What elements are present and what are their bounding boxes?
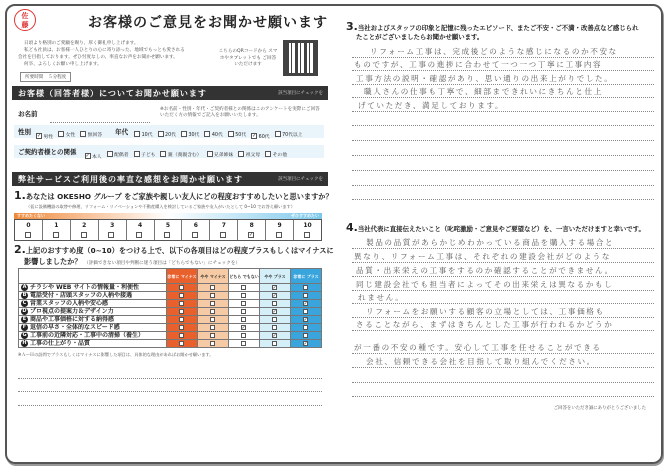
rating-cell[interactable] <box>167 308 198 316</box>
column-header: やや マイナス <box>198 269 229 284</box>
option-label: その他 <box>272 152 288 158</box>
q2-note: ※Ａ～Ｈの設問でプラスもしくはマイナスに影響した項目は、具体的な理由があればお聞かせ願います。 <box>18 352 214 357</box>
answer-line[interactable] <box>352 262 654 263</box>
checkbox[interactable] <box>179 309 185 315</box>
q2-text: 上記のおすすめ度（0~10）をつける上で、以下の各項目はどの程度プラスもしくはマイナスに <box>25 246 334 255</box>
checkbox[interactable] <box>210 301 216 307</box>
checkbox[interactable] <box>303 309 309 315</box>
answer-line[interactable] <box>352 57 654 58</box>
rating-table <box>18 268 322 348</box>
section-note: 該当項目にチェックを <box>278 177 323 182</box>
item-key-badge: B <box>22 292 27 298</box>
rating-cell[interactable] <box>167 292 198 300</box>
answer-line[interactable] <box>352 170 654 171</box>
checkbox[interactable] <box>275 131 281 137</box>
q1-number: 1. <box>14 189 26 202</box>
scale-option-8[interactable] <box>238 220 266 240</box>
item-key-badge: E <box>22 316 27 322</box>
option-label: 女性 <box>65 132 76 138</box>
section-title: お客様（回答者様）についてお聞かせ願います <box>18 89 207 98</box>
scale-number: 5 <box>165 222 171 229</box>
option-relations[interactable] <box>160 151 201 158</box>
option-label: 10代 <box>141 132 153 138</box>
rating-cell[interactable] <box>167 332 198 340</box>
gender-age-row <box>14 125 324 138</box>
rating-cell[interactable] <box>260 300 291 308</box>
rating-cell[interactable] <box>291 340 322 348</box>
intro-line: 会社を目指しております。ぜひ忖度なしの、率直なお声をお聞かせ願います。 <box>18 55 178 60</box>
checkbox[interactable] <box>107 151 113 157</box>
q2-sub: （評価できない項目や判断に迷う項目は「どちらでもない」にチェックを） <box>84 261 241 266</box>
checkbox[interactable] <box>228 131 234 137</box>
option-label: 70代以上 <box>282 132 303 138</box>
checked-checkbox[interactable]: ✓ <box>37 133 42 139</box>
checkbox[interactable] <box>241 293 247 299</box>
handwritten-text: 同じ建設会社でも担当者によってその出来栄えは異なるかもし <box>356 280 614 289</box>
answer-line[interactable] <box>352 396 654 397</box>
column-header: やや プラス <box>260 269 291 284</box>
checkbox[interactable] <box>210 309 216 315</box>
checkbox[interactable] <box>81 232 87 238</box>
rating-cell[interactable] <box>291 308 322 316</box>
checked-checkbox[interactable]: ✓ <box>248 231 254 238</box>
rating-cell[interactable] <box>167 316 198 324</box>
option-relations[interactable] <box>85 153 102 160</box>
handwritten-text: リフォーム工事は、完成後どのような感じになるのか不安な <box>370 47 618 56</box>
rating-cell[interactable] <box>260 316 291 324</box>
option-relations[interactable] <box>207 151 234 158</box>
scale-number: 8 <box>249 222 254 229</box>
handwritten-text: さることながら、まずはきちんとした工事が行われるかどうか <box>356 320 614 329</box>
scale-option-0[interactable] <box>15 220 43 240</box>
checkbox[interactable] <box>160 151 166 157</box>
item-label <box>19 316 167 324</box>
rating-cell[interactable] <box>229 308 260 316</box>
handwritten-text: れません。 <box>358 293 405 302</box>
column-header: どちら でもない <box>229 269 260 284</box>
relation-options <box>85 142 293 161</box>
checkbox[interactable] <box>241 333 247 339</box>
item-text: 電話受付・店頭スタッフの人柄や接遇 <box>30 292 133 299</box>
relation-row <box>14 145 324 158</box>
checked-checkbox[interactable]: ✓ <box>272 284 277 291</box>
scale-number: 1 <box>54 222 59 229</box>
rating-cell[interactable] <box>260 284 291 292</box>
rating-cell[interactable] <box>291 332 322 340</box>
qr-code[interactable] <box>283 40 318 76</box>
checkbox[interactable] <box>108 232 114 238</box>
item-label <box>19 300 167 308</box>
q1-text: あなたは OKESHO グループ をご家族や親しい友人にどの程度おすすめしたいと思いますか？ <box>25 192 333 201</box>
checkbox[interactable] <box>272 325 278 331</box>
rating-cell[interactable] <box>291 316 322 324</box>
checkbox[interactable] <box>272 341 278 347</box>
answer-line[interactable] <box>352 317 654 318</box>
rating-cell[interactable] <box>291 284 322 292</box>
checkbox[interactable] <box>303 285 309 291</box>
scale-number: 9 <box>277 222 282 229</box>
option-relations[interactable] <box>107 151 129 158</box>
q4-text: 当社代表に直接伝えたいこと（叱咤激励・ご意見やご要望など）を、一言いただけますと幸いです。 <box>357 225 645 233</box>
answer-line[interactable] <box>352 248 654 249</box>
checkbox[interactable] <box>304 232 310 238</box>
q4-question <box>346 222 645 235</box>
thanks-text: ご回答をいただき誠にありがとうございました <box>553 406 646 411</box>
checkbox[interactable] <box>241 317 247 323</box>
option-label: 配偶者 <box>114 152 129 158</box>
table-row <box>19 332 322 340</box>
option-ages[interactable] <box>228 131 246 138</box>
checkbox[interactable] <box>25 232 31 238</box>
time-required: 所要時間 ５分程度 <box>20 72 71 82</box>
q2-text2: 影響しましたか？ <box>24 257 82 266</box>
rating-cell[interactable] <box>229 324 260 332</box>
checkbox[interactable] <box>179 285 185 291</box>
checkbox[interactable] <box>179 333 185 339</box>
checkbox[interactable] <box>303 333 309 339</box>
section-note: 該当項目にチェックを <box>278 91 323 96</box>
checkbox[interactable] <box>136 232 142 238</box>
checkbox[interactable] <box>192 232 198 238</box>
handwritten-text: 品質・出来栄えの工事をするのか確認することができません。 <box>356 266 614 275</box>
handwritten-text: 会社、信頼できる会社を目指して取り組んでください。 <box>366 357 596 366</box>
rating-cell[interactable] <box>229 284 260 292</box>
answer-line[interactable] <box>352 303 654 304</box>
handwritten-text: ものですが、工事の進捗に合わせて一つ一つ丁寧に工事内容 <box>354 60 603 69</box>
name-note: ※お名前・性別・年代・ご契約者様との関係はこのアンケートを実際にご回答いただく方の情報でご記入をお願いいたします。 <box>160 107 320 118</box>
scale-option-5[interactable] <box>155 220 183 240</box>
handwritten-text: リフォームをお願いする顧客の立場としては、工事価格も <box>366 307 605 316</box>
handwritten-text: 異なり、リフォーム工事は、それぞれの建設会社がどのような <box>354 252 612 261</box>
checkbox[interactable] <box>210 293 216 299</box>
scale-low-label: すすめたくない <box>17 213 46 218</box>
checkbox[interactable] <box>179 301 185 307</box>
scale-option-6[interactable] <box>182 220 210 240</box>
checkbox[interactable] <box>241 301 247 307</box>
option-label: 無回答 <box>87 132 103 138</box>
answer-line[interactable] <box>352 290 654 291</box>
item-text: 工事前の近隣対応・工事中の清掃（養生） <box>30 332 145 339</box>
item-label <box>19 308 167 316</box>
q2-number: 2. <box>14 243 26 256</box>
option-ages[interactable] <box>134 131 152 138</box>
checkbox[interactable] <box>210 333 216 339</box>
scale-number: 6 <box>193 222 198 229</box>
checkbox[interactable] <box>179 341 185 347</box>
page-title: お客様のご意見をお聞かせ願います <box>88 15 328 31</box>
checked-checkbox[interactable]: ✓ <box>303 316 308 323</box>
scale-option-7[interactable] <box>210 220 238 240</box>
checkbox[interactable] <box>58 131 64 137</box>
gender-options <box>36 122 107 141</box>
item-text: 返信の早さ・全体的なスピード感 <box>30 324 120 331</box>
item-text: 営業スタッフの人柄や安心感 <box>30 300 109 307</box>
answer-line[interactable] <box>352 84 654 85</box>
handwritten-text: げていただき、満足しております。 <box>358 101 505 110</box>
checked-checkbox[interactable]: ✓ <box>272 332 277 339</box>
answer-line[interactable] <box>352 140 654 141</box>
rating-cell[interactable] <box>198 324 229 332</box>
relation-label: ご契約者様との関係 <box>18 148 77 156</box>
option-relations[interactable] <box>134 151 156 158</box>
checkbox[interactable] <box>179 325 185 331</box>
option-label: 子ども <box>141 152 156 158</box>
checkbox[interactable] <box>272 301 278 307</box>
intro-line: 私ども社員は、お客様一人ひとりの心に寄り添った、地域でもっとも愛される <box>24 48 185 53</box>
section-bar-respondent <box>12 86 328 100</box>
option-ages[interactable] <box>158 131 176 138</box>
rating-cell[interactable] <box>260 340 291 348</box>
intro-line: 何卒、よろしくお願い申し上げます。 <box>24 62 102 67</box>
answer-line[interactable] <box>352 70 654 71</box>
rating-cell[interactable] <box>167 324 198 332</box>
checked-checkbox[interactable]: ✓ <box>272 292 277 299</box>
handwritten-text: が一番の不安の種です。安心して工事を任せることができる <box>354 343 602 352</box>
item-text: 商品や工事価格に対する納得感 <box>30 316 115 323</box>
rating-cell[interactable] <box>198 332 229 340</box>
option-label: 50代 <box>235 132 247 138</box>
answer-line[interactable] <box>352 185 654 186</box>
answer-line[interactable] <box>352 330 654 331</box>
gender-label: 性別 <box>18 128 31 136</box>
table-row <box>19 308 322 316</box>
checked-checkbox[interactable]: ✓ <box>272 308 277 315</box>
checkbox[interactable] <box>210 285 216 291</box>
rating-cell[interactable] <box>291 324 322 332</box>
scale-number: 7 <box>221 222 226 229</box>
option-label: 兄弟姉妹 <box>214 152 234 158</box>
scale-number: 3 <box>110 222 115 229</box>
item-key-badge: D <box>22 308 27 314</box>
checkbox[interactable] <box>204 131 210 137</box>
checkbox[interactable] <box>179 317 185 323</box>
answer-line[interactable] <box>352 276 654 277</box>
scale-number: 4 <box>137 222 143 229</box>
rating-cell[interactable] <box>198 292 229 300</box>
checkbox[interactable] <box>241 341 247 347</box>
intro-line: 日頃より格別のご愛顧を賜り、厚く御礼申し上げます。 <box>24 41 139 46</box>
checkbox[interactable] <box>134 151 140 157</box>
checkbox[interactable] <box>220 232 226 238</box>
option-label: 男性 <box>43 134 54 140</box>
item-text: 工事の仕上がり・品質 <box>30 340 91 347</box>
option-relations[interactable] <box>265 151 287 158</box>
q3-question <box>346 22 638 42</box>
option-ages[interactable] <box>181 131 199 138</box>
section-title: 弊社サービスご利用後の率直な感想をお聞かせ願います <box>18 175 243 184</box>
rating-cell[interactable] <box>260 308 291 316</box>
scale-number: 10 <box>303 222 312 229</box>
option-label: 親（義親含む） <box>167 152 202 158</box>
checkbox[interactable] <box>210 341 216 347</box>
checkbox[interactable] <box>210 325 216 331</box>
handwritten-text: 製品の品質があらかじめわかっている商品を購入する場合と <box>366 238 615 247</box>
intro-text <box>18 40 208 68</box>
table-row <box>19 324 322 332</box>
rating-cell[interactable] <box>229 300 260 308</box>
checkbox[interactable] <box>179 293 185 299</box>
rating-cell[interactable] <box>229 332 260 340</box>
item-key-badge: H <box>22 340 27 346</box>
table-row <box>19 316 322 324</box>
answer-line[interactable] <box>352 155 654 156</box>
qr-text: こちらのQRコードから スマホやタブレットでも ご回答いただけます <box>218 49 278 67</box>
checkbox[interactable] <box>276 232 282 238</box>
answer-line[interactable] <box>352 367 654 368</box>
checkbox[interactable] <box>303 293 309 299</box>
option-ages[interactable] <box>251 133 269 140</box>
table-row <box>19 284 322 292</box>
scale-high-label: ぜひすすめたい <box>290 213 319 218</box>
table-row <box>19 300 322 308</box>
checked-checkbox[interactable]: ✓ <box>303 340 308 347</box>
table-row <box>19 292 322 300</box>
rating-cell[interactable] <box>291 292 322 300</box>
option-label: 60代 <box>258 134 270 140</box>
handwritten-text: 職人さんの仕事も丁寧で、細部まできれいにきちんと仕上 <box>364 87 603 96</box>
checked-checkbox[interactable]: ✓ <box>303 300 308 307</box>
comment-line[interactable] <box>18 378 322 379</box>
checkbox[interactable] <box>164 232 170 238</box>
option-ages[interactable] <box>204 131 222 138</box>
checkbox[interactable] <box>238 151 244 157</box>
section-bar-feedback <box>12 172 328 186</box>
item-label <box>19 292 167 300</box>
rating-cell[interactable] <box>198 300 229 308</box>
checked-checkbox[interactable]: ✓ <box>241 324 246 331</box>
scale-number: 2 <box>82 222 87 229</box>
seal-stamp: 佐 藤 <box>14 9 36 31</box>
q3-text: 当社およびスタッフの印象と記憶に残ったエピソード、またご不安・ご不満・改善点など感じられ <box>357 24 639 32</box>
option-label: 30代 <box>188 132 200 138</box>
checkbox[interactable] <box>134 131 140 137</box>
checkbox[interactable] <box>53 232 59 238</box>
answer-line[interactable] <box>352 353 654 354</box>
item-key-badge: F <box>22 324 27 330</box>
scale-option-10[interactable] <box>294 220 321 240</box>
age-options <box>134 122 307 141</box>
option-gender[interactable] <box>58 131 75 138</box>
item-key-badge: C <box>22 300 27 306</box>
rating-cell[interactable] <box>260 324 291 332</box>
item-key-badge: A <box>22 284 27 290</box>
answer-line[interactable] <box>352 111 654 112</box>
option-label: 祖父母 <box>245 152 261 158</box>
option-ages[interactable] <box>275 131 303 138</box>
recommend-scale <box>14 219 322 241</box>
age-label: 年代 <box>115 128 129 136</box>
scale-option-9[interactable] <box>266 220 294 240</box>
option-label: 20代 <box>165 132 176 138</box>
scale-option-3[interactable] <box>99 220 127 240</box>
q3-number: 3. <box>346 20 358 33</box>
checkbox[interactable] <box>80 131 86 137</box>
q1-sub: （仮に設備機器の取替や修理、リフォーム・リノベーションや不動産購入を検討しているご家族や友人がいたとして 0~10 でお答え願います） <box>26 204 295 209</box>
checked-checkbox[interactable]: ✓ <box>85 153 90 159</box>
option-label: 本人 <box>92 154 102 160</box>
answer-line[interactable] <box>352 125 654 126</box>
rating-cell[interactable] <box>198 340 229 348</box>
answer-line[interactable] <box>352 199 654 200</box>
checkbox[interactable] <box>181 131 187 137</box>
checkbox[interactable] <box>241 309 247 315</box>
rating-cell[interactable] <box>198 308 229 316</box>
item-label <box>19 284 167 292</box>
checkbox[interactable] <box>303 325 309 331</box>
scale-option-4[interactable] <box>127 220 155 240</box>
checkbox[interactable] <box>265 151 271 157</box>
option-gender[interactable] <box>80 131 102 138</box>
table-row <box>19 340 322 348</box>
rating-cell[interactable] <box>291 300 322 308</box>
rating-cell[interactable] <box>229 292 260 300</box>
column-header: 非常に マイナス <box>167 269 198 284</box>
scale-option-2[interactable] <box>71 220 99 240</box>
item-label <box>19 340 167 348</box>
item-text: プロ視点の提案力＆デザイン力 <box>30 308 114 315</box>
q4-number: 4. <box>346 221 358 234</box>
rating-cell[interactable] <box>167 284 198 292</box>
name-label: お名前 <box>18 110 38 118</box>
item-text: チラシや WEB サイトの情報量・利便性 <box>30 284 140 291</box>
q1-question <box>14 190 333 203</box>
checkbox[interactable] <box>207 151 213 157</box>
table-header <box>19 269 322 284</box>
scale-option-1[interactable] <box>43 220 71 240</box>
handwritten-text: 工事方法の説明・確認があり、思い通りの出来上がりでした。 <box>356 74 614 83</box>
item-label <box>19 324 167 332</box>
item-label <box>19 332 167 340</box>
answer-line[interactable] <box>352 382 654 383</box>
answer-line[interactable] <box>352 97 654 98</box>
rating-cell[interactable] <box>167 340 198 348</box>
checkbox[interactable] <box>158 131 164 137</box>
rating-cell[interactable] <box>198 316 229 324</box>
q3-text2: たことがございましたらお聞かせ願います。 <box>356 33 484 41</box>
rating-cell[interactable] <box>229 340 260 348</box>
rating-cell[interactable] <box>167 300 198 308</box>
item-key-badge: G <box>22 332 27 338</box>
rating-cell[interactable] <box>260 332 291 340</box>
option-relations[interactable] <box>238 151 260 158</box>
rating-cell[interactable] <box>260 292 291 300</box>
scale-number: 0 <box>26 222 31 229</box>
option-gender[interactable] <box>36 133 53 140</box>
checkbox[interactable] <box>241 285 247 291</box>
comment-line[interactable] <box>18 391 322 392</box>
q2-question <box>14 244 334 269</box>
checkbox[interactable] <box>210 317 216 323</box>
rating-cell[interactable] <box>198 284 229 292</box>
option-label: 40代 <box>211 132 223 138</box>
checked-checkbox[interactable]: ✓ <box>252 133 257 139</box>
rating-cell[interactable] <box>229 316 260 324</box>
header-blank <box>19 269 167 284</box>
checkbox[interactable] <box>272 317 278 323</box>
comment-line[interactable] <box>18 405 322 406</box>
column-header: 非常に プラス <box>291 269 322 284</box>
